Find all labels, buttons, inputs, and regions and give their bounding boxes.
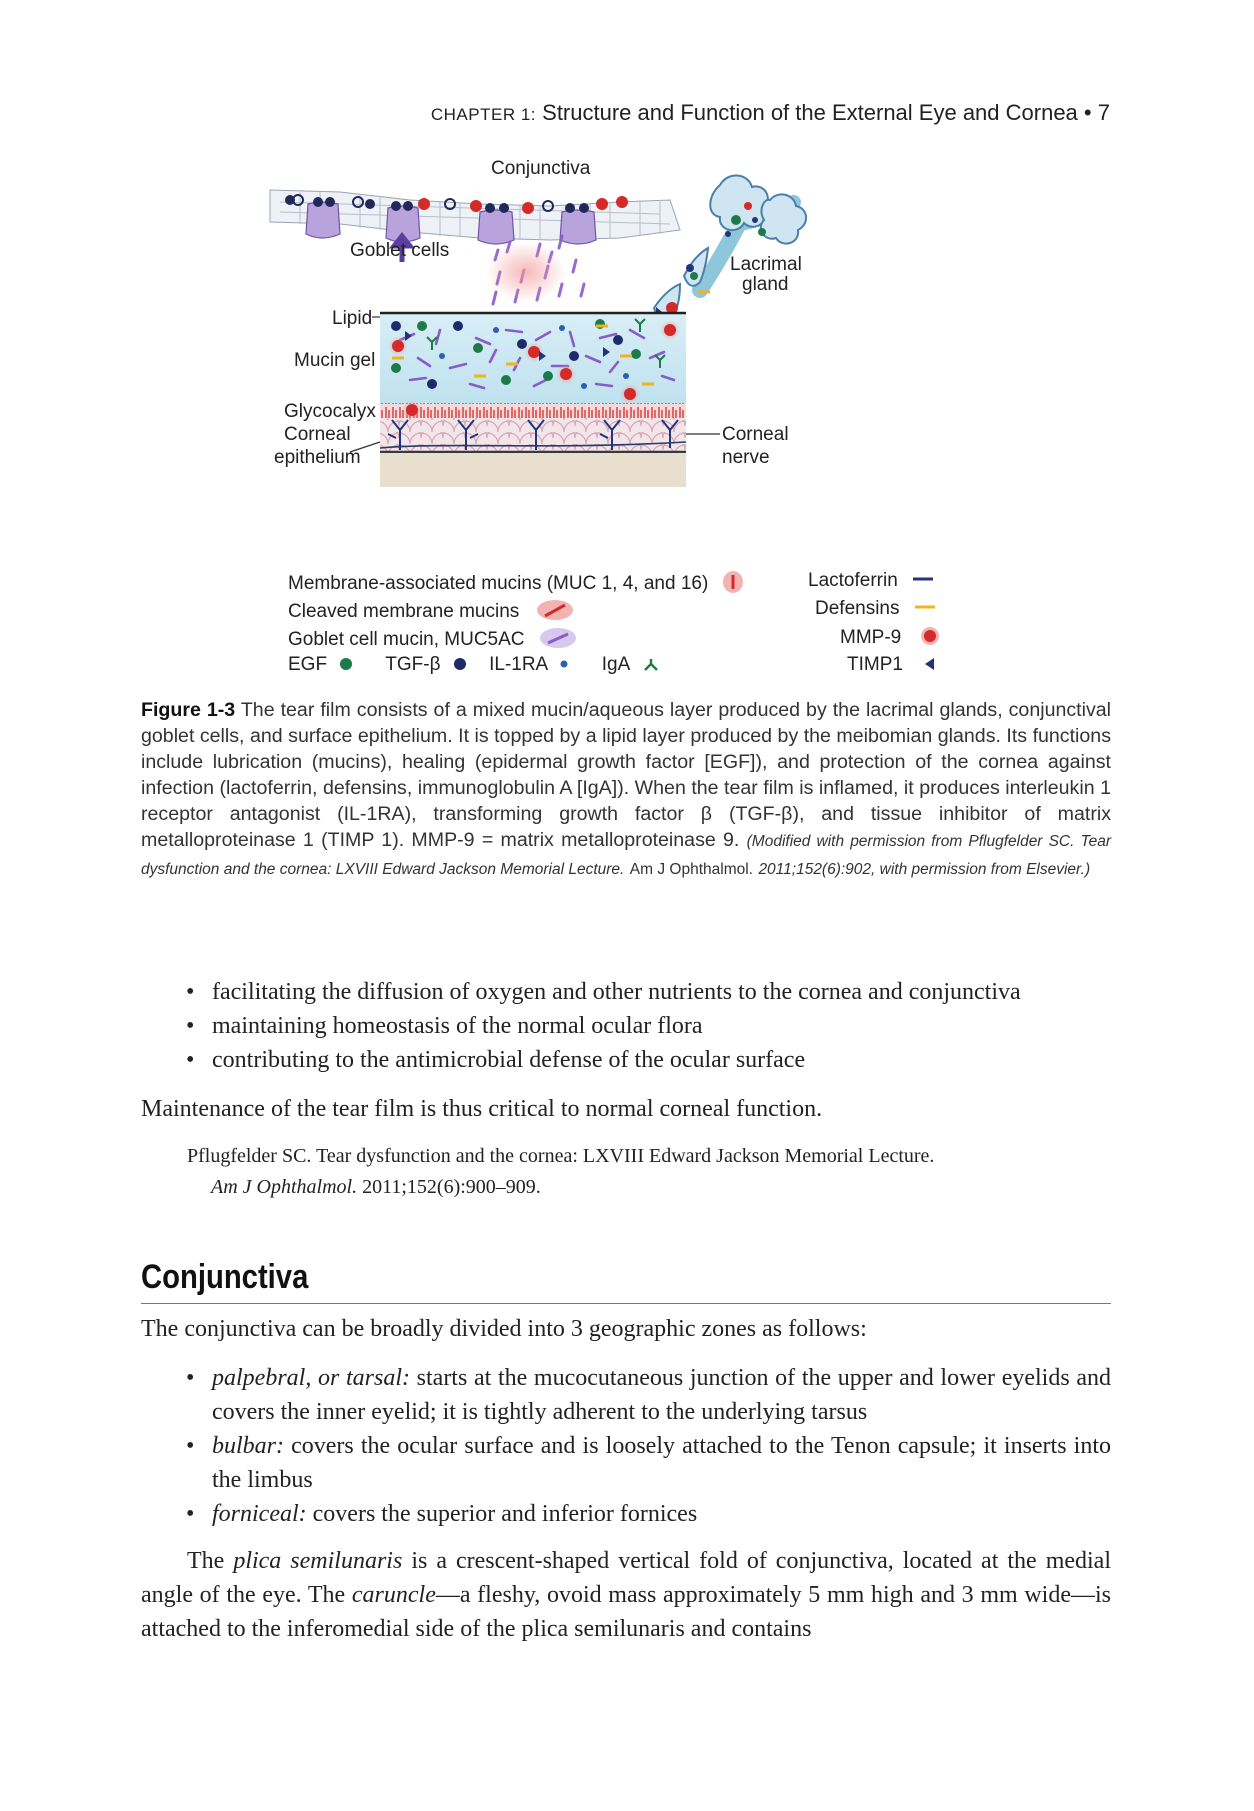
- zones-list: [186, 1361, 1111, 1531]
- paragraph-text: The: [187, 1548, 225, 1574]
- figure-caption: [141, 697, 1111, 883]
- legend-il1ra-label: IL-1RA: [489, 654, 548, 675]
- section-divider: [141, 1303, 1111, 1304]
- reference-line: Pflugfelder SC. Tear dysfunction and the cornea: LXVIII Edward Jackson Memorial Lecture.: [187, 1145, 935, 1167]
- caption-source-citation: 2011;152(6):902, with permission from Elsevier.): [758, 861, 1091, 878]
- legend-mmp9-label: MMP-9: [840, 627, 902, 648]
- label-glycocalyx: Glycocalyx: [284, 401, 376, 422]
- reference-citation: [187, 1141, 1087, 1203]
- reference-details: 2011;152(6):900–909.: [362, 1176, 541, 1198]
- chapter-title: Structure and Function of the External Eye and Cornea: [542, 100, 1078, 125]
- label-goblet-cells: Goblet cells: [350, 240, 450, 261]
- legend-timp1-label: TIMP1: [847, 654, 903, 675]
- legend-goblet-mucin-label: Goblet cell mucin, MUC5AC: [288, 629, 525, 650]
- iga-icon: [641, 654, 661, 672]
- legend-defensins: [815, 598, 937, 620]
- tgf-icon: [452, 656, 468, 672]
- zone-text: starts at the mucocutaneous junction of the upper and lower eyelids and covers the inner eyelid; it is tightly adherent to the underlying tarsus: [212, 1365, 1111, 1425]
- zone-term: palpebral, or tarsal:: [212, 1365, 410, 1391]
- label-corneal: Corneal: [284, 424, 351, 445]
- zone-text: covers the ocular surface and is loosely attached to the Tenon capsule; it inserts into the limbus: [212, 1433, 1112, 1493]
- page-number: 7: [1097, 100, 1110, 125]
- zone-term: forniceal:: [212, 1501, 307, 1527]
- membrane-mucin-icon: [720, 570, 746, 594]
- list-item: • maintaining homeostasis of the normal ocular flora: [186, 1009, 1111, 1043]
- caption-source: (Modified with permission from Pflugfelder SC. Tear dysfunction and the cornea: LXVIII Edward Jackson Memorial Lecture.: [141, 833, 1111, 878]
- plica-paragraph: [141, 1544, 1111, 1646]
- zone-text: covers the superior and inferior fornices: [312, 1501, 698, 1527]
- running-head-bullet: •: [1083, 100, 1092, 125]
- mmp9-icon: [919, 626, 941, 646]
- caption-text: The tear film consists of a mixed mucin/aqueous layer produced by the lacrimal glands, conjunctival goblet cells, and surface epithelium. It is topped by a lipid layer produced by the meibomian glands. Its functions include lubrication (mucins), healing (epidermal growth factor [EGF]), and protection of the cornea against infection (lactoferrin, defensins, immunoglobulin A [IgA]). When the tear film is inflamed, it produces interleukin 1 receptor antagonist (IL-1RA), transforming growth factor β (TGF-β), and tissue inhibitor of matrix metalloproteinase 1 (TIMP 1). MMP-9 = matrix metalloproteinase 9.: [141, 699, 1112, 851]
- legend-tgf-label: TGF-β: [385, 654, 441, 675]
- egf-icon: [338, 656, 354, 672]
- label-lacrimal: Lacrimal: [730, 254, 802, 275]
- list-item: • facilitating the diffusion of oxygen and other nutrients to the cornea and conjunctiva: [186, 975, 1111, 1009]
- label-corneal-nerve-1: Corneal: [722, 424, 789, 445]
- paragraph-text: is a crescent-shaped vertical fold of conjunctiva, located at the medial angle of the eye. The: [141, 1548, 1112, 1608]
- label-conjunctiva: Conjunctiva: [491, 158, 591, 179]
- list-item: [186, 1497, 1111, 1531]
- legend-iga-label: IgA: [601, 654, 630, 675]
- label-epithelium: epithelium: [274, 447, 361, 468]
- legend-cleaved-mucins: [288, 598, 575, 623]
- function-bullet-list: [186, 975, 1111, 1077]
- term-caruncle: caruncle: [351, 1582, 436, 1608]
- paragraph-text: —a fleshy, ovoid mass approximately 5 mm high and 3 mm wide—is attached to the inferomedial side of the plica semilunaris and contains: [141, 1582, 1112, 1642]
- label-corneal-nerve-2: nerve: [722, 447, 770, 468]
- legend-membrane-mucins-label: Membrane-associated mucins (MUC 1, 4, and 16): [288, 573, 709, 594]
- legend-cleaved-mucins-label: Cleaved membrane mucins: [288, 601, 520, 622]
- legend-goblet-mucin: [288, 626, 578, 651]
- lactoferrin-icon: [911, 572, 935, 586]
- chapter-label: CHAPTER 1:: [430, 105, 537, 124]
- label-gland: gland: [742, 274, 789, 295]
- running-head: [431, 100, 1110, 126]
- defensin-icon: [913, 600, 937, 614]
- legend-defensins-label: Defensins: [815, 598, 900, 619]
- label-lipid: Lipid: [332, 308, 373, 329]
- glycocalyx-layer: [380, 403, 686, 418]
- legend-timp1: [847, 654, 938, 676]
- term-plica-semilunaris: plica semilunaris: [233, 1548, 403, 1574]
- list-item: [186, 1361, 1111, 1429]
- maintenance-paragraph: Maintenance of the tear film is thus critical to normal corneal function.: [141, 1096, 823, 1122]
- legend-small-molecules: [288, 654, 661, 676]
- tear-film: [380, 313, 686, 487]
- section-heading: Conjunctiva: [141, 1258, 309, 1296]
- list-item: [186, 1429, 1111, 1497]
- timp1-icon: [922, 656, 938, 672]
- goblet-mucin-icon: [538, 626, 578, 650]
- legend-membrane-mucins: [288, 570, 746, 595]
- legend-egf-label: EGF: [288, 654, 328, 675]
- label-mucin-gel: Mucin gel: [294, 350, 376, 371]
- cleaved-mucin-icon: [535, 598, 575, 622]
- legend-mmp9: [840, 626, 941, 649]
- legend-lactoferrin-label: Lactoferrin: [808, 570, 898, 591]
- list-item: • contributing to the antimicrobial defense of the ocular surface: [186, 1043, 1111, 1077]
- il1ra-icon: [558, 658, 570, 670]
- corneal-epithelium-layer: [380, 418, 686, 452]
- legend-lactoferrin: [808, 570, 935, 592]
- zones-intro: The conjunctiva can be broadly divided into 3 geographic zones as follows:: [141, 1316, 867, 1342]
- reference-journal: Am J Ophthalmol.: [211, 1176, 358, 1198]
- caption-source-journal: Am J Ophthalmol.: [629, 861, 753, 878]
- figure-label: Figure 1-3: [141, 699, 236, 721]
- zone-term: bulbar:: [212, 1433, 284, 1459]
- conjunctiva-epithelium: [270, 190, 680, 244]
